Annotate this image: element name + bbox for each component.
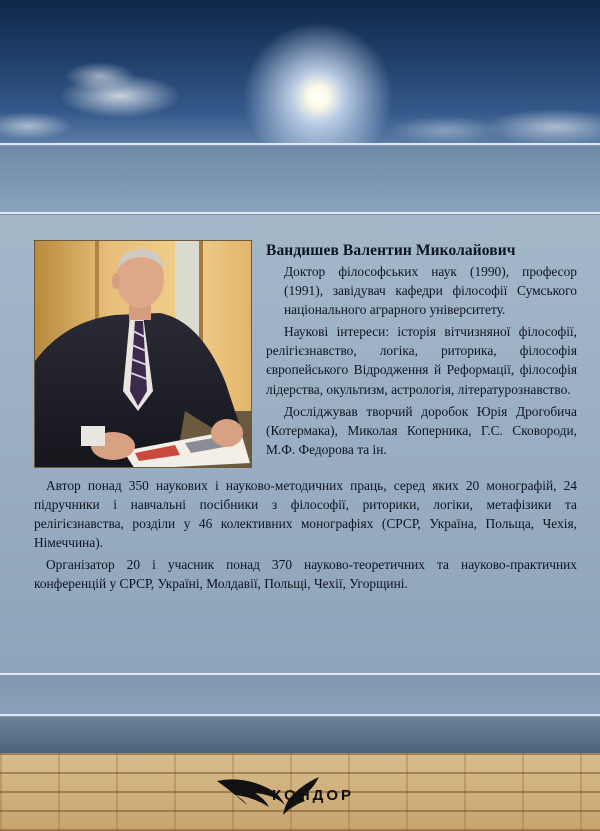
- bio-degree: Доктор філософських наук (1990), професор (1991), завідувач кафедри філософії Сумського національного аграрного університету.: [284, 264, 577, 318]
- author-name: Вандишев Валентин Миколайович: [266, 242, 516, 259]
- body-text: [34, 476, 577, 597]
- author-bio: [266, 262, 577, 462]
- divider-line: [0, 212, 600, 214]
- publications-paragraph: Автор понад 350 наукових і науково-методичних праць, серед яких 20 монографій, 24 підручники і навчальні посібники з філософії, риторики, логіки, метафізики та релігієзнавства, розділи у 46 колективних монографіях (СРСР, Україна, Польща, Чехія, Німеччина).: [34, 478, 577, 551]
- bottom-band: [0, 676, 600, 714]
- conferences-paragraph: Організатор 20 і учасник понад 370 науково-теоретичних та науково-практичних конференцій у СРСР, Україні, Молдавії, Польщі, Чехії, Угорщині.: [34, 557, 577, 592]
- bio-interests: Наукові інтереси: історія вітчизняної філософії, релігієзнавство, логіка, риторика, філософія європейського Відродження й Реформації, філософія лідерства, окультизм, астрологія, літературознавство.: [266, 324, 577, 397]
- publisher-name: КОНДОР: [272, 787, 355, 804]
- author-photo-illustration: [35, 241, 252, 468]
- divider-line: [0, 714, 600, 716]
- author-photo: [34, 240, 252, 468]
- bio-research: Досліджував творчий доробок Юрія Дрогобича (Котермака), Миколая Коперника, Г.С. Сковороди, М.Ф. Федорова та ін.: [266, 403, 577, 457]
- top-band: [0, 146, 600, 212]
- divider-line: [0, 143, 600, 145]
- lower-band: [0, 717, 600, 753]
- sky-header: [0, 0, 600, 143]
- divider-line: [0, 673, 600, 675]
